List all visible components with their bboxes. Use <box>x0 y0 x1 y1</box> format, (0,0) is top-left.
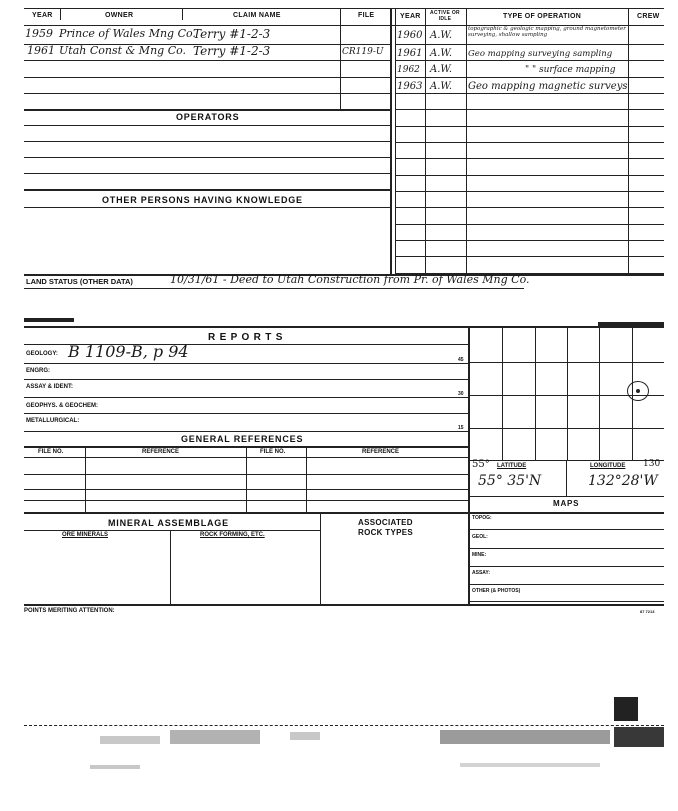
geophys-label: GEOPHYS. & GEOCHEM: <box>26 403 99 409</box>
operators-label: OPERATORS <box>176 112 240 122</box>
rock-types-label: ROCK TYPES <box>358 528 414 537</box>
rock-forming-label: ROCK FORMING, ETC. <box>200 532 265 538</box>
header-crew: CREW <box>637 13 660 20</box>
owner-row-2-owner: Utah Const & Mng Co. <box>59 44 187 57</box>
header-year-2: YEAR <box>400 13 421 20</box>
op-row-3-year: 1962 <box>397 65 420 75</box>
op-row-2-type: Geo mapping surveying sampling <box>468 49 613 59</box>
location-marker <box>627 381 649 401</box>
metallurgical-label: METALLURGICAL: <box>26 418 80 424</box>
other-persons-label: OTHER PERSONS HAVING KNOWLEDGE <box>102 195 303 205</box>
op-row-2-status: A.W. <box>430 48 453 59</box>
scale-30: 30 <box>458 391 464 397</box>
op-row-3-type: " " surface mapping <box>525 65 616 75</box>
owner-row-1-owner: Prince of Wales Mng Co. <box>59 27 196 40</box>
maps-other: OTHER (& PHOTOS) <box>472 588 521 594</box>
engrg-label: ENGRG: <box>26 368 50 374</box>
ref-reference-2: REFERENCE <box>362 449 400 455</box>
ref-reference-1: REFERENCE <box>142 449 180 455</box>
maps-topog: TOPOG: <box>472 515 492 521</box>
header-claim-name: CLAIM NAME <box>233 12 281 19</box>
land-status-label: LAND STATUS (OTHER DATA) <box>26 277 133 286</box>
ref-file-no-1: FILE NO. <box>38 449 64 455</box>
header-owner: OWNER <box>105 12 134 19</box>
form-number: 87 7213 <box>640 609 655 614</box>
geology-label: GEOLOGY: <box>26 351 58 357</box>
header-active-idle: ACTIVE OR IDLE <box>430 10 460 22</box>
op-row-1-type: topographic & geologic mapping, ground magnetometer surveying, shallow sampling <box>468 26 626 38</box>
scale-45: 45 <box>458 357 464 363</box>
owner-row-1-year: 1959 <box>25 27 53 40</box>
owner-row-1-claim: Terry #1-2-3 <box>193 27 271 41</box>
maps-geol: GEOL: <box>472 534 488 540</box>
scale-15: 15 <box>458 425 464 431</box>
owner-row-2-file: CR119-U <box>342 47 384 57</box>
longitude-label: LONGITUDE <box>590 463 626 469</box>
points-meriting-attention: POINTS MERITING ATTENTION: <box>24 608 115 614</box>
land-status-value: 10/31/61 - Deed to Utah Construction from Pr. of Wales Mng Co. <box>170 273 530 286</box>
ore-minerals-label: ORE MINERALS <box>62 532 109 538</box>
longitude-value: 132°28'W <box>588 473 658 489</box>
owner-row-2-year: 1961 <box>27 44 55 57</box>
header-type-of-operation: TYPE OF OPERATION <box>503 13 582 20</box>
ref-file-no-2: FILE NO. <box>260 449 286 455</box>
op-row-1-year: 1960 <box>397 30 423 41</box>
op-row-4-status: A.W. <box>430 81 453 92</box>
op-row-3-status: A.W. <box>430 64 453 75</box>
associated-label: ASSOCIATED <box>358 518 413 527</box>
latitude-value: 55° 35'N <box>478 473 542 489</box>
assay-label: ASSAY & IDENT: <box>26 384 74 390</box>
op-row-4-year: 1963 <box>397 81 423 92</box>
maps-title: MAPS <box>553 499 580 508</box>
maps-mine: MINE: <box>472 552 487 558</box>
op-row-2-year: 1961 <box>397 48 423 59</box>
owner-row-2-claim: Terry #1-2-3 <box>193 44 271 58</box>
header-file: FILE <box>358 12 375 19</box>
op-row-4-type: Geo mapping magnetic surveys <box>468 81 628 92</box>
reports-title: R E P O R T S <box>208 332 284 343</box>
header-year: YEAR <box>32 12 53 19</box>
mineral-title: MINERAL ASSEMBLAGE <box>108 518 229 528</box>
general-references-title: GENERAL REFERENCES <box>181 434 304 444</box>
longitude-deg-suffix: 130 <box>643 459 661 469</box>
op-row-1-status: A.W. <box>430 30 453 41</box>
geology-value: B 1109-B, p 94 <box>68 342 189 361</box>
latitude-deg-prefix: 55° <box>472 459 490 470</box>
latitude-label: LATITUDE <box>497 463 527 469</box>
maps-assay: ASSAY: <box>472 570 491 576</box>
